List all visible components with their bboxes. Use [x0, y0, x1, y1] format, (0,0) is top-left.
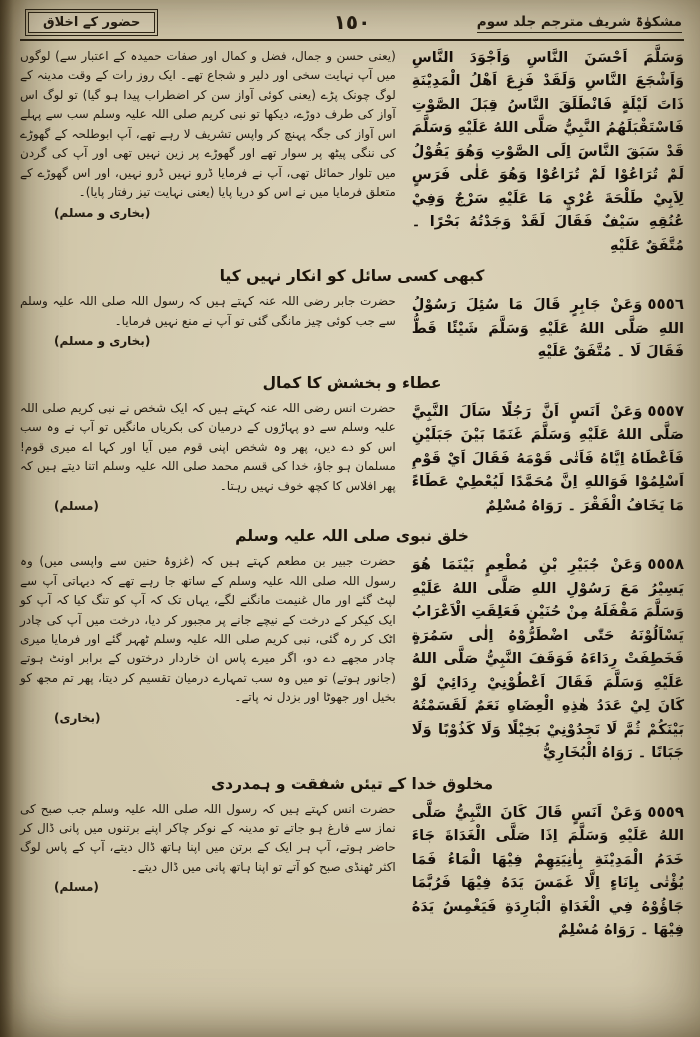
- hadith-section: [20, 775, 684, 945]
- arabic-matn: وَعَنْ اَنَسٍ اَنَّ رَجُلًا سَاَلَ النَّبِيَّ صَلَّى اللهُ عَلَيْهِ وَسَلَّمَ غَنَمًا بَيْنَ جَبَلَيْنِ فَاَعْطَاهُ اِيَّاهُ فَاَتٰى قَوْمَهُ فَقَالَ اَيْ قَوْمِ اَسْلِمُوْا فَوَاللهِ اِنَّ مُحَمَّدًا لَيُعْطِيْ عَطَاءً مَا يَخَافُ الْفَقْرَ ۔ رَوَاهُ مُسْلِمٌ: [411, 403, 684, 514]
- attribution: (بخاری و مسلم): [54, 205, 151, 220]
- arabic-matn: وَسَلَّمَ اَحْسَنَ النَّاسِ وَاَجْوَدَ النَّاسِ وَاَشْجَعَ النَّاسِ وَلَقَدْ فَزِعَ اَهْلُ الْمَدِيْنَةِ ذَاتَ لَيْلَةٍ فَانْطَلَقَ النَّاسُ قِبَلَ الصَّوْتِ فَاسْتَقْبَلَهُمُ النَّبِيُّ صَلَّى اللهُ عَلَيْهِ وَسَلَّمَ قَدْ سَبَقَ النَّاسَ اِلَى الصَّوْتِ وَهُوَ يَقُوْلُ لَمْ تُرَاعُوْا لَمْ تُرَاعُوْا وَهُوَ عَلٰى فَرَسٍ لِاَبِيْ طَلْحَةَ عُرْيٍ مَا عَلَيْهِ سَرْجٌ وَفِيْ عُنُقِهِ سَيْفٌ فَقَالَ لَقَدْ وَجَدْتُهُ بَحْرًا ۔ مُتَّفَقٌ عَلَيْهِ: [411, 50, 684, 254]
- hadith-section: [20, 527, 684, 767]
- arabic-text: [412, 800, 684, 943]
- urdu-translation: [20, 292, 396, 351]
- urdu-translation: [20, 552, 396, 728]
- attribution: (بخاری): [54, 710, 101, 725]
- urdu-column: [20, 798, 396, 900]
- header-center: [316, 10, 389, 34]
- arabic-matn: وَعَنْ اَنَسٍ قَالَ كَانَ النَّبِيُّ صَلَّى اللهُ عَلَيْهِ وَسَلَّمَ اِذَا صَلَّى الْغَدَاةَ جَاءَ خَدَمُ الْمَدِيْنَةِ بِاٰنِيَتِهِمْ فِيْهَا الْمَاءُ فَمَا يُؤْتٰى بِاِنَاءٍ اِلَّا غَمَسَ يَدَهُ فِيْهَا فَرُبَّمَا جَاؤُوْهُ فِي الْغَدَاةِ الْبَارِدَةِ فَيَغْمِسُ يَدَهُ فِيْهَا ۔ رَوَاهُ مُسْلِمٌ: [411, 804, 684, 939]
- arabic-text: [412, 552, 684, 765]
- two-column-row: [20, 397, 684, 520]
- arabic-column: [412, 290, 684, 366]
- hadith-number: ٥٥٥٨: [647, 555, 684, 574]
- two-column-row: [20, 550, 684, 767]
- book-title: مشکوٰۃ شریف مترجم جلد سوم: [477, 14, 682, 33]
- two-column-row: [20, 45, 684, 260]
- section-heading: مخلوق خدا کے تیئں شفقت و ہمدردی: [210, 774, 494, 793]
- two-column-row: [20, 798, 684, 945]
- urdu-text: (یعنی حسن و جمال، فضل و کمال اور صفات حمیدہ کے اعتبار سے) لوگوں میں آپ نہایت سخی اور دلیر و شجاع تھے۔ ایک روز رات کے وقت مدینہ کے لوگ چونک پڑے (یعنی کوئی آواز سن کر اضطراب پیدا ہو گیا) تو لوگ اس آواز کی طرف دوڑے، دیکھا تو نبی کریم صلی اللہ علیہ وسلم سب سے پہلے اس آواز کی جگہ پہنچ کر واپس تشریف لا رہے تھے، آپ ابوطلحہ کے گھوڑے کی ننگی پیٹھ پر سوار تھے اور گھوڑے پر زین نہیں تھی اور آپ کی گردن میں تلوار حمائل تھی، آپ نے فرمایا ڈرو نہیں ڈرو نہیں، اور اس گھوڑے کے متعلق فرمایا میں نے اس کو دریا پایا (یعنی نہایت تیز رفتار پایا)۔: [20, 49, 396, 200]
- page-number: ١٥٠: [333, 10, 371, 34]
- attribution: (مسلم): [54, 499, 99, 513]
- chapter-title: حضور کے اخلاق: [28, 12, 155, 33]
- urdu-column: [20, 290, 396, 353]
- arabic-matn: وَعَنْ جَابِرٍ قَالَ مَا سُئِلَ رَسُوْلُ اللهِ صَلَّى اللهُ عَلَيْهِ وَسَلَّمَ شَيْئًا قَطُّ فَقَالَ لَا ۔ مُتَّفَقٌ عَلَيْهِ: [411, 297, 684, 361]
- arabic-text: [412, 47, 684, 258]
- arabic-column: [412, 45, 684, 260]
- arabic-column: [412, 550, 684, 767]
- urdu-translation: [20, 399, 396, 517]
- hadith-number: ٥٥٥٦: [647, 295, 684, 314]
- page-header: [20, 8, 684, 41]
- section-heading: کبھی کسی سائل کو انکار نہیں کیا: [219, 267, 485, 286]
- arabic-matn: وَعَنْ جُبَيْرِ بْنِ مُطْعِمٍ بَيْنَمَا هُوَ يَسِيْرُ مَعَ رَسُوْلِ اللهِ صَلَّى اللهُ عَلَيْهِ وَسَلَّمَ مَقْفَلَهُ مِنْ حُنَيْنٍ فَعَلِقَتِ الْاَعْرَابُ يَسْاَلُوْنَهُ حَتّٰى اضْطَرُّوْهُ اِلٰى سَمُرَةٍ فَخَطِفَتْ رِدَاءَهُ فَوَقَفَ النَّبِيُّ صَلَّى اللهُ عَلَيْهِ وَسَلَّمَ فَقَالَ اَعْطُوْنِيْ رِدَائِيْ لَوْ كَانَ لِيْ عَدَدُ هٰذِهِ الْعِضَاهِ نَعَمٌ لَقَسَمْتُهُ بَيْنَكُمْ ثُمَّ لَا تَجِدُوْنِيْ بَخِيْلًا وَلَا كَذُوْبًا وَلَا جَبَانًا ۔ رَوَاهُ الْبُخَارِيُّ: [411, 557, 684, 762]
- urdu-translation: [20, 47, 396, 223]
- urdu-column: [20, 550, 396, 730]
- urdu-text: حضرت جابر رضی اللہ عنہ کہتے ہیں کہ رسول اللہ صلی اللہ علیہ وسلم سے جب کوئی چیز مانگی گئی تو آپ نے منع نہیں فرمایا۔: [20, 294, 396, 328]
- attribution: (بخاری و مسلم): [54, 334, 151, 349]
- urdu-text: حضرت انس کہتے ہیں کہ رسول اللہ صلی اللہ علیہ وسلم جب صبح کی نماز سے فارغ ہو جاتے تو مدینہ کے نوکر چاکر اپنے برتنوں میں پانی ڈال کر حاضر ہوتے، آپ ہر ایک کے برتن میں اپنا ہاتھ ڈال دیتے، آپ کے پاس لوگ اکثر ٹھنڈی صبح کو آتے تو اپنا ہاتھ پانی میں ڈال دیتے۔: [20, 801, 396, 874]
- urdu-column: [20, 45, 396, 225]
- header-right: [388, 11, 682, 33]
- hadith-section: [20, 374, 684, 520]
- urdu-column: [20, 397, 396, 519]
- urdu-translation: [20, 800, 396, 898]
- header-left: [22, 11, 316, 33]
- arabic-column: [412, 397, 684, 520]
- hadith-number: ٥٥٥٧: [647, 401, 684, 420]
- urdu-text: حضرت انس رضی اللہ عنہ کہتے ہیں کہ ایک شخص نے نبی کریم صلی اللہ علیہ وسلم سے دو پہاڑوں کے درمیان کی بکریاں مانگیں تو آپ نے وہ سب اس کو دے دیں، پھر وہ شخص اپنی قوم میں آیا اور کہا اے میری قوم! مسلمان ہو جاؤ، خدا کی قسم محمد صلی اللہ علیہ وسلم اتنا دیتے ہیں کہ پھر افلاس کا کچھ خوف نہیں رہتا۔: [20, 400, 396, 493]
- hadith-number: ٥٥٥٩: [647, 802, 684, 821]
- arabic-text: [412, 399, 684, 518]
- urdu-text: حضرت جبیر بن مطعم کہتے ہیں کہ (غزوۂ حنین سے واپسی میں) وہ رسول اللہ صلی اللہ علیہ وسلم کے ساتھ جا رہے تھے کہ دیہاتی آپ سے لپٹ گئے اور مال غنیمت مانگنے لگے، یہاں تک کہ آپ کو تنگ کیا کہ آپ کو ایک کیکر کے درخت کے نیچے جانے پر مجبور کر دیا، درخت میں آپ کی چادر اٹک کر رہ گئی، نبی کریم صلی اللہ علیہ وسلم ٹھہر گئے اور فرمایا میری چادر مجھے دے دو، اگر میرے پاس ان خاردار درختوں کے برابر اونٹ ہوتے (جانور ہوتے) تو میں وہ سب تمہارے درمیان تقسیم کر دیتا، پھر تم مجھ کو بخیل اور جھوٹا اور بزدل نہ پاتے۔: [20, 554, 396, 705]
- section-heading: عطاء و بخشش کا کمال: [262, 373, 442, 392]
- arabic-text: [412, 292, 684, 364]
- two-column-row: [20, 290, 684, 366]
- attribution: (مسلم): [54, 880, 99, 895]
- section-heading: خلق نبوی صلی اللہ علیہ وسلم: [235, 527, 469, 546]
- hadith-section: [20, 45, 684, 260]
- hadith-section: [20, 267, 684, 366]
- arabic-column: [412, 798, 684, 945]
